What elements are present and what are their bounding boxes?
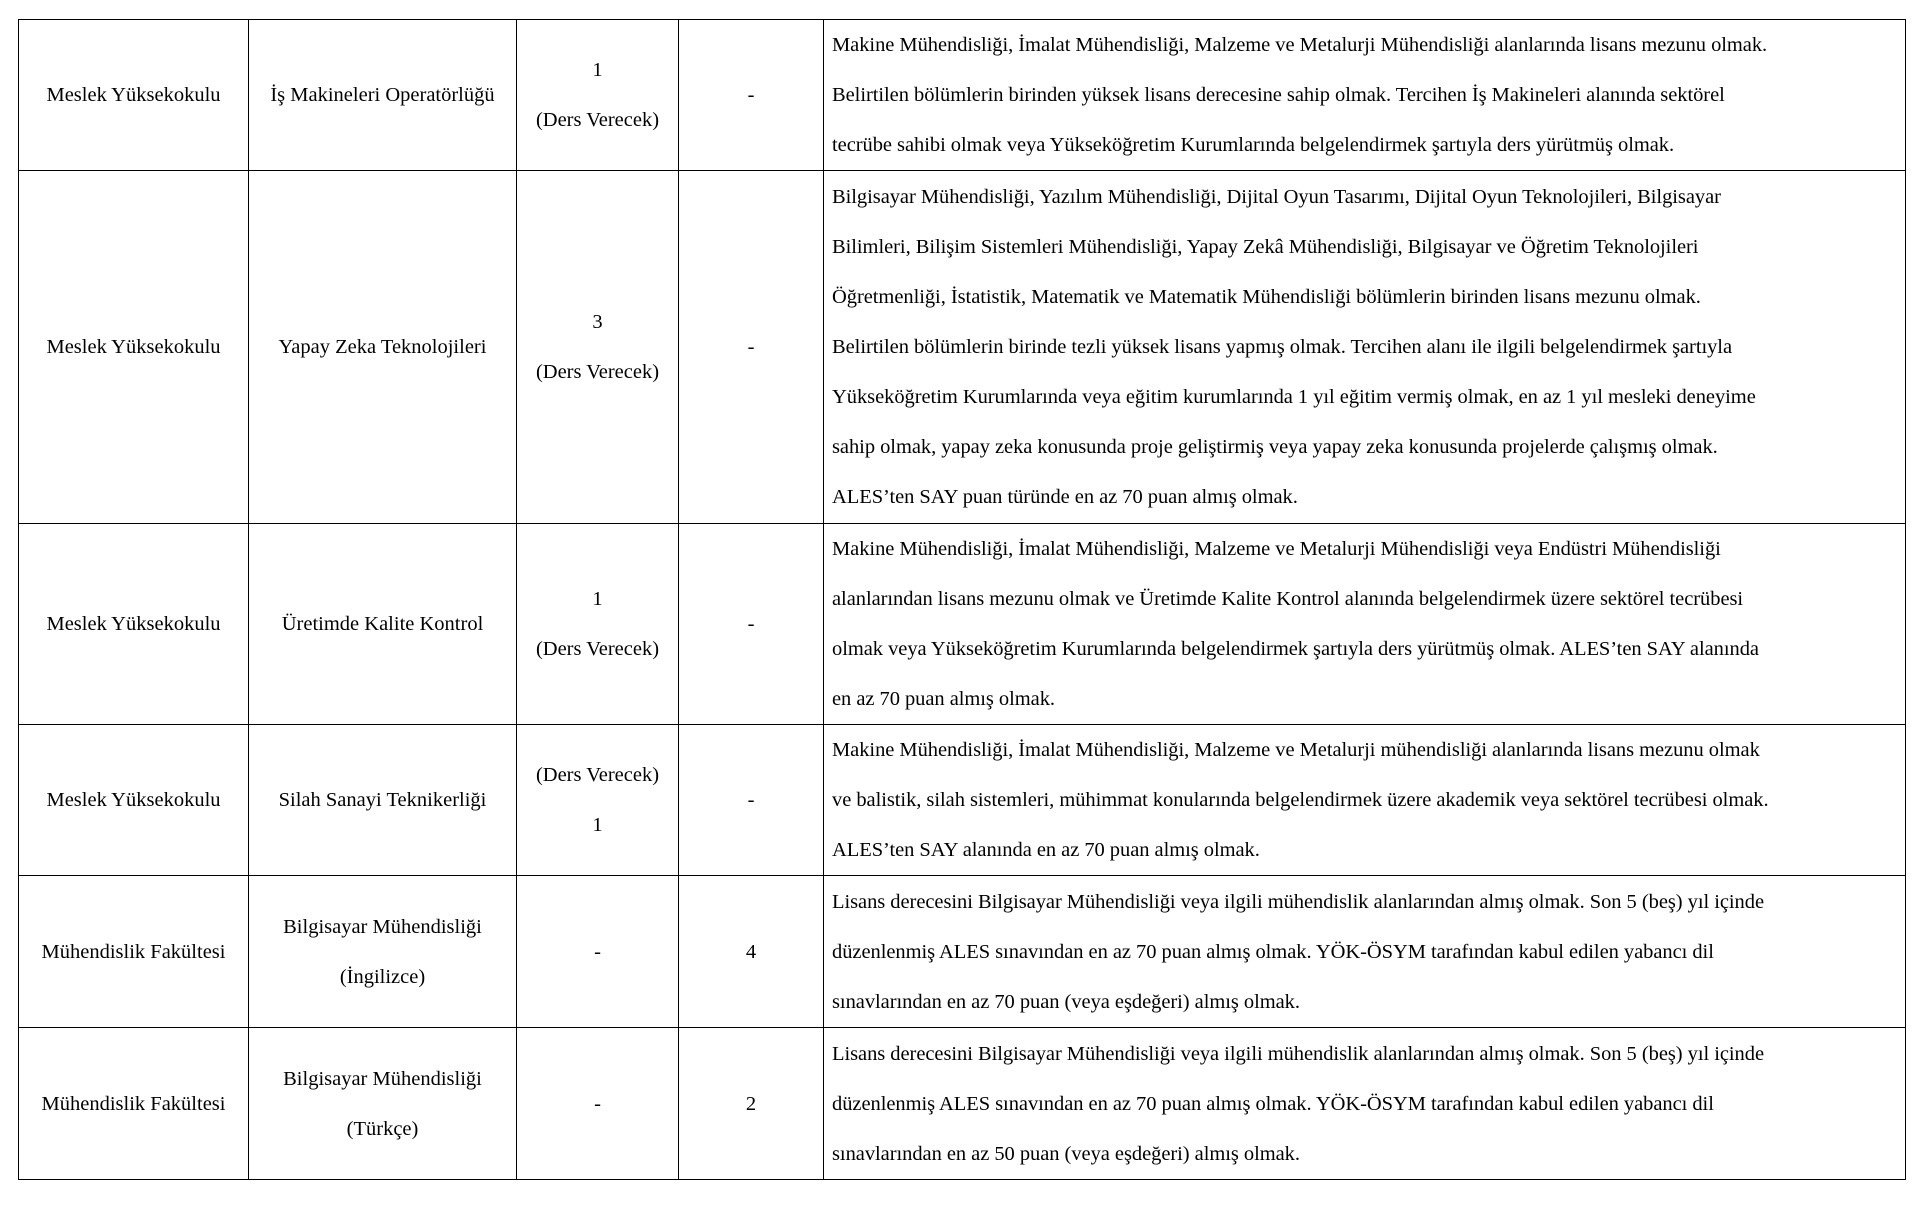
requirements-cell: [824, 1028, 1906, 1180]
research-cell: [679, 524, 824, 725]
research-cell: [679, 171, 824, 524]
research-cell: [679, 876, 824, 1028]
requirement-line: düzenlenmiş ALES sınavından en az 70 puan almış olmak. YÖK-ÖSYM tarafından kabul edilen yabancı dil: [832, 940, 1714, 963]
lecturer-cell: [517, 725, 679, 876]
research-line: -: [747, 84, 755, 106]
research-line: -: [747, 613, 755, 635]
lecturer-line: 1: [592, 588, 603, 610]
lecturer-line: (Ders Verecek): [535, 764, 660, 786]
table-row: [19, 725, 1906, 876]
table-row: [19, 524, 1906, 725]
requirement-line: Lisans derecesini Bilgisayar Mühendisliği veya ilgili mühendislik alanlarından almış olmak. Son 5 (beş) yıl içinde: [832, 890, 1764, 913]
unit-cell: Mühendislik Fakültesi: [19, 876, 249, 1028]
requirement-line: tecrübe sahibi olmak veya Yükseköğretim Kurumlarında belgelendirmek şartıyla ders yürütmüş olmak.: [832, 134, 1675, 156]
lecturer-line: (Ders Verecek): [535, 109, 660, 131]
requirement-line: Makine Mühendisliği, İmalat Mühendisliği, Malzeme ve Metalurji Mühendisliği alanlarında lisans mezunu olmak.: [832, 34, 1768, 56]
program-line: Üretimde Kalite Kontrol: [281, 613, 484, 635]
research-line: -: [747, 336, 755, 358]
program-line: Bilgisayar Mühendisliği: [283, 1067, 482, 1090]
requirements-cell: [824, 725, 1906, 876]
lecturer-cell: [517, 20, 679, 171]
requirement-line: Makine Mühendisliği, İmalat Mühendisliği, Malzeme ve Metalurji Mühendisliği veya Endüstri Mühendisliği: [832, 538, 1721, 560]
research-cell: [679, 20, 824, 171]
requirements-cell: [824, 20, 1906, 171]
requirement-line: Makine Mühendisliği, İmalat Mühendisliği, Malzeme ve Metalurji mühendisliği alanlarında lisans mezunu olmak: [832, 739, 1760, 761]
table-row: [19, 20, 1906, 171]
lecturer-cell: [517, 876, 679, 1028]
program-cell: [249, 171, 517, 524]
research-cell: [679, 725, 824, 876]
requirements-cell: [824, 171, 1906, 524]
unit-cell: Meslek Yüksekokulu: [19, 171, 249, 524]
program-line: Silah Sanayi Teknikerliği: [278, 789, 487, 811]
requirement-line: Bilgisayar Mühendisliği, Yazılım Mühendisliği, Dijital Oyun Tasarımı, Dijital Oyun Teknolojileri, Bilgisayar: [832, 186, 1721, 208]
requirement-line: Belirtilen bölümlerin birinde tezli yüksek lisans yapmış olmak. Tercihen alanı ile ilgili belgelendirmek şartıyla: [832, 336, 1733, 358]
table-row: [19, 1028, 1906, 1180]
requirement-line: sınavlarından en az 70 puan (veya eşdeğeri) almış olmak.: [832, 990, 1300, 1013]
lecturer-cell: [517, 1028, 679, 1180]
requirement-line: olmak veya Yükseköğretim Kurumlarında belgelendirmek şartıyla ders yürütmüş olmak. ALES’ten SAY alanında: [832, 638, 1759, 660]
requirements-cell: [824, 876, 1906, 1028]
requirement-line: Öğretmenliği, İstatistik, Matematik ve Matematik Mühendisliği bölümlerin birinden lisans mezunu olmak.: [832, 286, 1701, 308]
requirement-line: Bilimleri, Bilişim Sistemleri Mühendisliği, Yapay Zekâ Mühendisliği, Bilgisayar ve Öğretim Teknolojileri: [832, 236, 1699, 258]
requirement-line: alanlarından lisans mezunu olmak ve Üretimde Kalite Kontrol alanında belgelendirmek üzere sektörel tecrübesi: [832, 588, 1744, 610]
program-line: Yapay Zeka Teknolojileri: [278, 336, 487, 358]
program-line: (Türkçe): [346, 1117, 419, 1140]
program-cell: [249, 20, 517, 171]
lecturer-line: (Ders Verecek): [535, 361, 660, 383]
lecturer-cell: [517, 524, 679, 725]
requirement-line: ve balistik, silah sistemleri, mühimmat konularında belgelendirmek üzere akademik veya sektörel tecrübesi olmak.: [832, 789, 1769, 811]
requirement-line: ALES’ten SAY alanında en az 70 puan almış olmak.: [832, 839, 1260, 861]
requirement-line: Lisans derecesini Bilgisayar Mühendisliği veya ilgili mühendislik alanlarından almış olmak. Son 5 (beş) yıl içinde: [832, 1042, 1764, 1065]
requirement-line: Yükseköğretim Kurumlarında veya eğitim kurumlarında 1 yıl eğitim vermiş olmak, en az 1 yıl mesleki deneyime: [832, 386, 1756, 408]
lecturer-line: -: [594, 1092, 601, 1115]
requirements-cell: [824, 524, 1906, 725]
unit-cell: Meslek Yüksekokulu: [19, 725, 249, 876]
requirement-line: en az 70 puan almış olmak.: [832, 688, 1055, 710]
program-cell: [249, 1028, 517, 1180]
lecturer-line: -: [594, 940, 601, 963]
unit-cell: Meslek Yüksekokulu: [19, 524, 249, 725]
program-cell: [249, 876, 517, 1028]
unit-cell: Meslek Yüksekokulu: [19, 20, 249, 171]
program-line: Bilgisayar Mühendisliği: [283, 915, 482, 938]
lecturer-cell: [517, 171, 679, 524]
requirement-line: sahip olmak, yapay zeka konusunda proje geliştirmiş veya yapay zeka konusunda projelerde çalışmış olmak.: [832, 436, 1718, 458]
unit-cell: Mühendislik Fakültesi: [19, 1028, 249, 1180]
requirement-line: ALES’ten SAY puan türünde en az 70 puan almış olmak.: [832, 486, 1298, 508]
requirement-line: sınavlarından en az 50 puan (veya eşdeğeri) almış olmak.: [832, 1142, 1300, 1165]
table-row: [19, 876, 1906, 1028]
program-line: İş Makineleri Operatörlüğü: [270, 84, 495, 106]
research-line: 2: [745, 1092, 757, 1115]
lecturer-line: 3: [592, 311, 603, 333]
program-cell: [249, 524, 517, 725]
requirement-line: Belirtilen bölümlerin birinden yüksek lisans derecesine sahip olmak. Tercihen İş Makineleri alanında sektörel: [832, 84, 1725, 106]
table-row: [19, 171, 1906, 524]
research-cell: [679, 1028, 824, 1180]
lecturer-line: 1: [592, 814, 603, 836]
research-line: 4: [745, 940, 757, 963]
lecturer-line: (Ders Verecek): [535, 638, 660, 660]
lecturer-line: 1: [592, 59, 603, 81]
research-line: -: [747, 789, 755, 811]
positions-table: [18, 19, 1906, 1180]
program-line: (İngilizce): [339, 965, 426, 988]
program-cell: [249, 725, 517, 876]
requirement-line: düzenlenmiş ALES sınavından en az 70 puan almış olmak. YÖK-ÖSYM tarafından kabul edilen yabancı dil: [832, 1092, 1714, 1115]
